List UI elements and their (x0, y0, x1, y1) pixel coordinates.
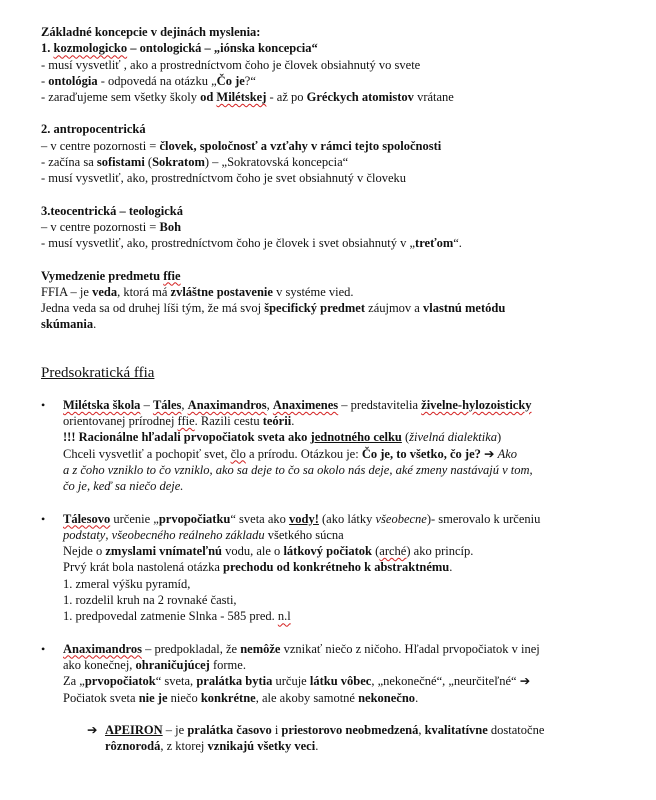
section1-line: - musí vysvetliť , ako a prostredníctvom čoho je človek obsiahnutý vo svete (41, 57, 421, 72)
list-item-line: Chceli vysvetliť a pochopiť svet, člo a prírodu. Otázkou je: Čo je, to všetko, čo je? ➔ Ako (63, 446, 518, 461)
section4-line: FFIA – je veda, ktorá má zvláštne postavenie v systéme vied. (41, 284, 354, 299)
section3-line: - musí vysvetliť, ako, prostredníctvom čoho je človek i svet obsiahnutý v „treťom“. (41, 236, 462, 251)
list-item-line: a z čoho vzniklo to čo vzniklo, ako sa deje to čo sa okolo nás deje, aké zmeny nastávajú v tom, (63, 462, 533, 477)
bullet-icon: • (41, 397, 46, 412)
list-item (41, 511, 621, 625)
list-item-line: Nejde o zmyslami vnímateľnú vodu, ale o látkový počiatok (arché) ako princíp. (63, 544, 474, 559)
list-item-line: Milétska škola – Táles, Anaximandros, Anaximenes – predstavitelia živelne-hylozoisticky (63, 397, 532, 412)
bullet-icon: • (41, 511, 46, 526)
list-item-line: ako konečnej, ohraničujúcej forme. (63, 657, 246, 672)
section-heading: Predsokratická ffia (41, 364, 155, 381)
section3-title: 3.teocentrická – teologická (41, 203, 183, 218)
section1-heading: 1. kozmologicko – ontologická – „iónska koncepcia“ (41, 41, 318, 56)
list-item-line: Tálesovo určenie „prvopočiatku“ sveta ako vody! (ako látky všeobecne)- smerovalo k určeniu (63, 511, 541, 526)
section1-line: - zaraďujeme sem všetky školy od Milétskej - až po Gréckych atomistov vrátane (41, 90, 454, 105)
list-item (41, 397, 621, 495)
document-page (41, 24, 621, 754)
list-item-line: Prvý krát bola nastolená otázka prechodu od konkrétneho k abstraktnému. (63, 560, 453, 575)
list-item-line: Za „prvopočiatok“ sveta, pralátka bytia určuje látku vôbec, „nekonečné“, „neurčiteľné“ ➔ (63, 674, 531, 689)
apeiron-line: APEIRON – je pralátka časovo i priestorovo neobmedzená, kvalitatívne dostatočne (105, 722, 545, 737)
list-item-line: orientovanej prírodnej ffie. Razili cestu teórii. (63, 414, 295, 429)
list-item-line: 1. zmeral výšku pyramíd, (63, 576, 191, 591)
list-item-line: Anaximandros – predpokladal, že nemôže vznikať niečo z ničoho. Hľadal prvopočiatok v inej (63, 641, 540, 656)
list-item-line: Počiatok sveta nie je niečo konkrétne, ale akoby samotné nekonečno. (63, 690, 419, 705)
section4-line: Jedna veda sa od druhej líši tým, že má svoj špecifický predmet záujmov a vlastnú metódu (41, 301, 506, 316)
list-item-line: !!! Racionálne hľadali prvopočiatok sveta ako jednotného celku (živelná dialektika) (63, 430, 502, 445)
apeiron-item (41, 722, 621, 755)
section3-line: – v centre pozornosti = Boh (41, 219, 182, 234)
apeiron-line: rôznorodá, z ktorej vznikajú všetky veci. (105, 739, 319, 754)
section1-title: Základné koncepcie v dejinách myslenia: (41, 25, 261, 39)
list-item-line: 1. rozdelil kruh na 2 rovnaké časti, (63, 593, 237, 608)
section1-line: - ontológia - odpovedá na otázku „Čo je?“ (41, 73, 256, 88)
section2-line: - musí vysvetliť, ako, prostredníctvom čoho je svet obsiahnutý v človeku (41, 171, 407, 186)
section4-line: skúmania. (41, 317, 97, 332)
list-item-line: čo je, keď sa niečo deje. (63, 479, 184, 494)
section2-title: 2. antropocentrická (41, 122, 146, 137)
list-item-line: podstaty, všeobecného reálneho základu všetkého súcna (63, 527, 344, 542)
list-item (41, 641, 621, 706)
list-item-line: 1. predpovedal zatmenie Slnka - 585 pred. n.l (63, 609, 291, 624)
section4-title: Vymedzenie predmetu ffie (41, 268, 181, 283)
bullet-icon: • (41, 641, 46, 656)
arrow-right-icon: ➔ (87, 722, 98, 737)
section2-line: - začína sa sofistami (Sokratom) – „Sokratovská koncepcia“ (41, 155, 349, 170)
section2-line: – v centre pozornosti = človek, spoločnosť a vzťahy v rámci tejto spoločnosti (41, 138, 442, 153)
arrow-right-icon: ➔ (480, 446, 498, 461)
